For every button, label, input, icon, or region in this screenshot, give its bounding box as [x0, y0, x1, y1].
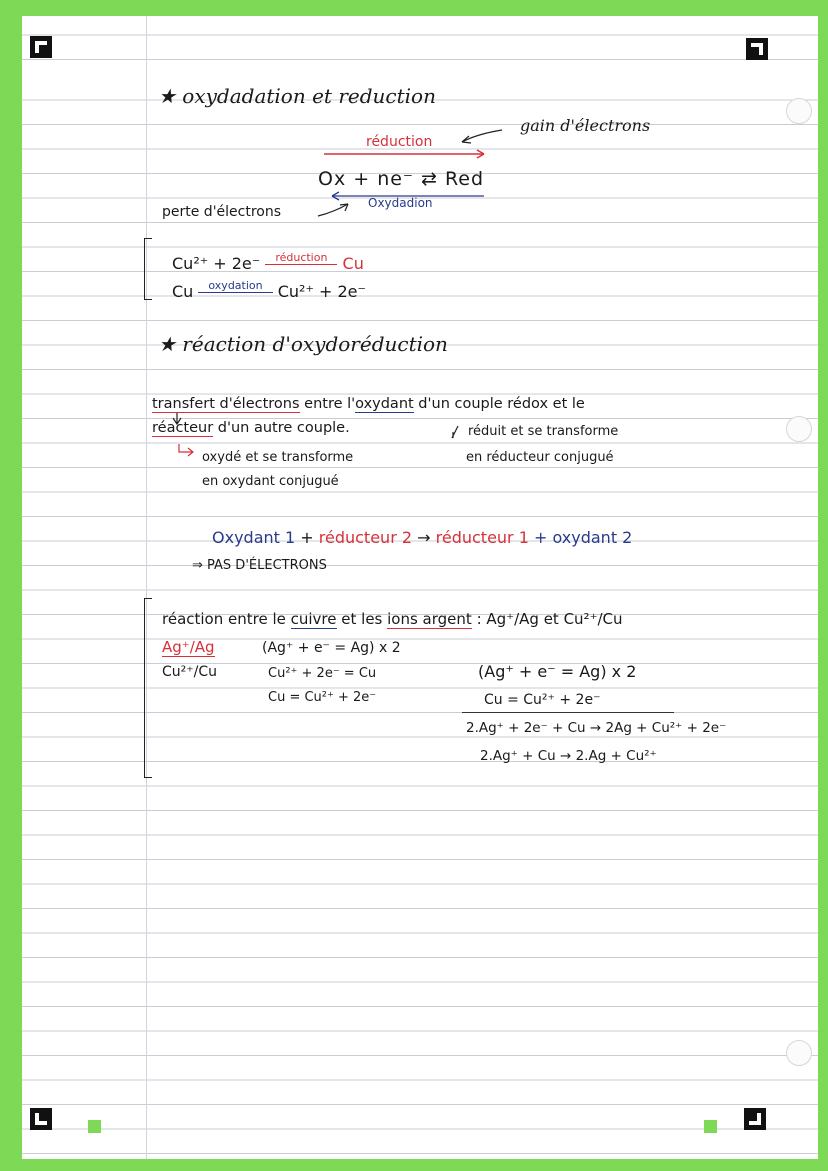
perte-label: perte d'électrons — [162, 204, 282, 220]
main-equation: Ox + ne⁻ ⇄ Red — [318, 168, 485, 190]
half-eq-ag: (Ag⁺ + e⁻ = Ag) x 2 — [262, 640, 401, 656]
gain-label: gain d'électrons — [520, 116, 651, 135]
corner-marker-icon — [744, 1108, 766, 1130]
sum-line — [462, 712, 674, 713]
pas-electrons: ⇒ PAS D'ÉLECTRONS — [192, 558, 327, 573]
reduit-line-1: réduit et se transforme — [468, 424, 619, 439]
transfer-line-2: réacteur d'un autre couple. — [152, 420, 350, 436]
corner-marker-icon — [746, 38, 768, 60]
heading-oxydoreduction: ★ réaction d'oxydoréduction — [158, 332, 448, 356]
binder-hole — [786, 98, 812, 124]
reduction-label: réduction — [366, 134, 433, 150]
couple-ag: Ag⁺/Ag — [162, 638, 215, 656]
couple-cu: Cu²⁺/Cu — [162, 664, 218, 680]
reduit-line-2: en réducteur conjugué — [466, 450, 614, 465]
result-eq-4: 2.Ag⁺ + Cu → 2.Ag + Cu²⁺ — [480, 748, 657, 764]
result-eq-1: (Ag⁺ + e⁻ = Ag) x 2 — [478, 662, 637, 681]
margin-line — [146, 16, 147, 1159]
bracket — [144, 598, 145, 778]
corner-marker-icon — [30, 1108, 52, 1130]
general-equation: Oxydant 1 + réducteur 2 → réducteur 1 + oxydant 2 — [212, 528, 633, 547]
heading-oxydation: ★ oxydadation et reduction — [158, 84, 436, 108]
cu-oxydation-eq: Cu $^{oxydation}$ Cu²⁺ + 2e⁻ — [172, 279, 366, 301]
oxyde-line-2: en oxydant conjugué — [202, 474, 339, 489]
green-marker-icon — [704, 1120, 717, 1133]
green-marker-icon — [88, 1120, 101, 1133]
half-eq-cu-red: Cu²⁺ + 2e⁻ = Cu — [268, 666, 377, 681]
binder-hole — [786, 1040, 812, 1066]
example-title: réaction entre le cuivre et les ions argent : Ag⁺/Ag et Cu²⁺/Cu — [162, 610, 623, 628]
result-eq-3: 2.Ag⁺ + 2e⁻ + Cu → 2Ag + Cu²⁺ + 2e⁻ — [466, 720, 727, 736]
result-eq-2: Cu = Cu²⁺ + 2e⁻ — [484, 692, 601, 708]
arrows-svg — [22, 16, 23, 17]
half-eq-cu-ox: Cu = Cu²⁺ + 2e⁻ — [268, 690, 377, 705]
cu-reduction-eq: Cu²⁺ + 2e⁻ $^{réduction}$ Cu — [172, 251, 364, 273]
oxyde-line-1: oxydé et se transforme — [202, 450, 354, 465]
bracket — [144, 238, 145, 300]
oxydation-label: Oxydadion — [368, 196, 433, 210]
transfer-line-1: transfert d'électrons entre l'oxydant d'un couple rédox et le — [152, 396, 585, 412]
notebook-page — [22, 16, 818, 1159]
binder-hole — [786, 416, 812, 442]
corner-marker-icon — [30, 36, 52, 58]
